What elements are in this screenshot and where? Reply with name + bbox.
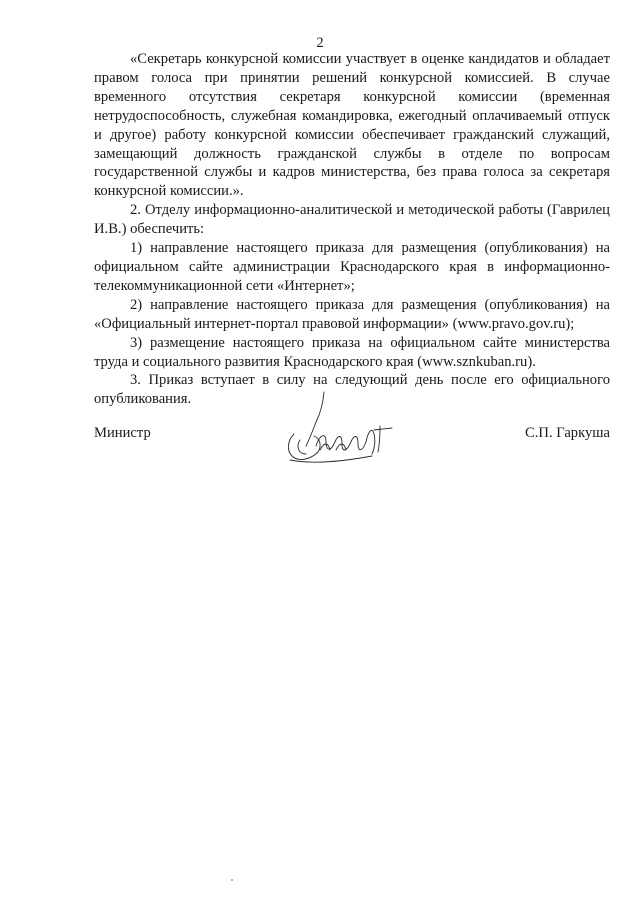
paragraph-secretary-role: «Секретарь конкурсной комиссии участвует в оценке кандидатов и обладает правом голоса при принятии решений конкурсной комиссией. В случае временного отсутствия секретаря конкурсной комиссии (временная нетрудоспособность, служебная командировка, ежегодный оплачиваемый отпуск и другое) работу конкурсной комиссии обеспечивает гражданский служащий, замещающий должность гражданской службы в отделе по вопросам государственной службы и кадров министерства, без права голоса за секретаря конкурсной комиссии.». bbox=[94, 51, 610, 200]
paragraph-subitem-1: 1) направление настоящего приказа для размещения (опубликования) на официальном сайте администрации Краснодарского края в информационно-телекоммуникационной сети «Интернет»; bbox=[94, 240, 610, 294]
signatory-title: Министр bbox=[94, 425, 151, 441]
signature-block bbox=[94, 416, 610, 476]
paragraph-item-3: 3. Приказ вступает в силу на следующий день после его официального опубликования. bbox=[94, 372, 610, 408]
signatory-name: С.П. Гаркуша bbox=[525, 425, 610, 441]
paragraph-item-2: 2. Отделу информационно-аналитической и методической работы (Гаврилец И.В.) обеспечить: bbox=[94, 202, 610, 238]
page-number: 2 bbox=[316, 35, 324, 51]
document-body bbox=[94, 50, 610, 409]
paragraph-subitem-2: 2) направление настоящего приказа для размещения (опубликования) на «Официальный интернет-портал правовой информации» (www.pravo.gov.ru); bbox=[94, 296, 610, 332]
scan-artifact bbox=[231, 879, 233, 881]
paragraph-subitem-3: 3) размещение настоящего приказа на официальном сайте министерства труда и социального развития Краснодарского края (www.sznkuban.ru). bbox=[94, 334, 610, 370]
handwritten-signature-icon bbox=[280, 390, 400, 470]
